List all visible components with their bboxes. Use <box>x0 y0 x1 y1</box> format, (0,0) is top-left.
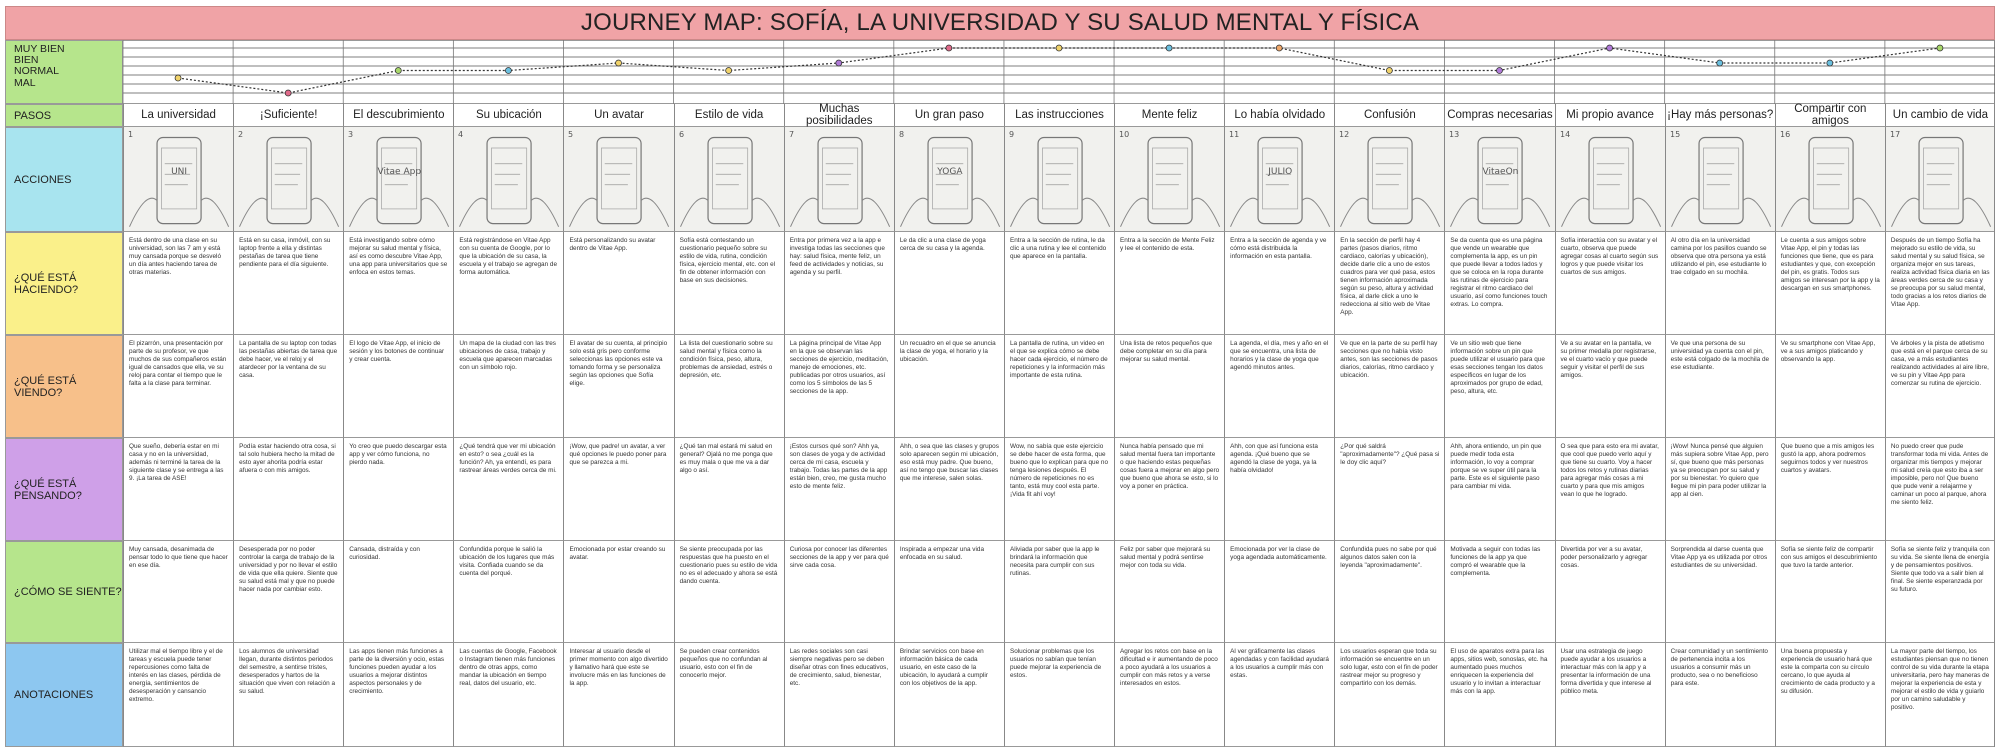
mood-point <box>1056 45 1062 51</box>
cell-viendo: El pizarrón, una presentación por parte de su profesor, ve que muchos de sus compañeros están igual de cansados que ella, ve su reloj para contar el tiempo que le falta a la clase para terminar. <box>123 335 233 438</box>
cell-anotaciones: Solucionar problemas que los usuarios no sabían que tenían puede mejorar la experiencia de estos. <box>1004 643 1114 747</box>
cell-haciendo: Entra por primera vez a la app e investiga todas las secciones que hay: salud física, mente feliz, un feed de actividades y noticias, su agenda y su perfil. <box>784 232 894 335</box>
step-title: Compartir con amigos <box>1775 104 1885 127</box>
row-label-viendo: ¿QUÉ ESTÁ VIENDO? <box>5 335 123 438</box>
svg-text:2: 2 <box>238 130 244 139</box>
cell-haciendo: Está dentro de una clase en su universidad, son las 7 am y está muy cansada porque se desveló un día antes haciendo tarea de otras materias. <box>123 232 233 335</box>
step-title: Mente feliz <box>1114 104 1224 127</box>
cell-pensando: Que bueno que a mis amigos les gustó la app, ahora podremos seguirnos todos y ver nuestros cuartos y avatars. <box>1775 438 1885 541</box>
cell-anotaciones: La mayor parte del tiempo, los estudiantes piensan que no tienen control de su vida durante la etapa universitaria, pero hay maneras de mejorar la experiencia de esta y mejorar el estilo de vida y guiarlo por un camino saludable y positivo. <box>1885 643 1995 747</box>
cell-viendo: La página principal de Vitae App en la que se observan las secciones de ejercicio, meditación, manejo de emociones, etc. publicadas por otros usuarios, así como los 5 símbolos de las 5 secciones de la app. <box>784 335 894 438</box>
cell-haciendo: Sofía está contestando un cuestionario pequeño sobre su estilo de vida, rutina, condición física, ejercicio mental, etc. con el fin de obtener información con base en sus decisiones. <box>674 232 784 335</box>
mood-point <box>1496 68 1502 74</box>
svg-text:11: 11 <box>1229 130 1240 139</box>
sketch-caption: YOGA <box>937 166 963 177</box>
cell-pensando: Nunca había pensado que mi salud mental fuera tan importante o que haciendo estas pequeñas cosas fuera a mejorar en algo pero que bueno que ahora se esto, si lo voy a poner en práctica. <box>1114 438 1224 541</box>
cell-haciendo: Entra a la sección de rutina, le da clic a una rutina y lee el contenido que aparece en la pantalla. <box>1004 232 1114 335</box>
svg-text:5: 5 <box>568 130 574 139</box>
cell-pensando: ¿Por qué saldrá "aproximadamente"? ¿Qué pasa si le doy clic aquí? <box>1334 438 1444 541</box>
mood-point <box>1937 45 1943 51</box>
cell-anotaciones: Usar una estrategia de juego puede ayudar a los usuarios a interactuar más con la app y a presentar la información de una forma divertida y que interese al público meta. <box>1555 643 1665 747</box>
cell-viendo: Ve que una persona de su universidad ya cuenta con el pin, este está colgado de la mochila de ese estudiante. <box>1665 335 1775 438</box>
cell-anotaciones: El uso de aparatos extra para las apps, sitios web, sonoslas, etc. ha aumentado pues muchos enriquecen la experiencia del usuario y lo invitan a interactuar más con la app. <box>1444 643 1554 747</box>
svg-text:8: 8 <box>898 130 904 139</box>
cell-viendo: Ve que en la parte de su perfil hay secciones que no había visto antes, son las secciones de pasos diarios, calorías, ritmo cardiaco y ubicación. <box>1334 335 1444 438</box>
svg-text:4: 4 <box>458 130 464 139</box>
cell-haciendo: En la sección de perfil hay 4 partes (pasos diarios, ritmo cardiaco, calorías y ubicación), decide darle clic a uno de estos cuadros para ver qué pasa, estos tienen información aproximada según su peso, altura y actividad física, al darle click a uno le redecciona al sitio web de Vitae App. <box>1334 232 1444 335</box>
mood-point <box>1607 45 1613 51</box>
cell-viendo: Ve árboles y la pista de atletismo que está en el parque cerca de su casa, ve a más estudiantes realizando actividades al aire libre, ve su pin y Vitae App para comenzar su rutina de ejercicio. <box>1885 335 1995 438</box>
mood-point <box>1827 60 1833 66</box>
cell-pensando: Ahh, ahora entiendo, un pin que puede medir toda esta información, lo voy a comprar porque se ve super útil para la parte. Este es el siguiente paso para cambiar mi vida. <box>1444 438 1554 541</box>
cell-pensando: ¿Qué tendrá que ver mi ubicación en esto? o sea ¿cuál es la función? Ah, ya entendí, es para rastrear áreas verdes cerca de mi. <box>453 438 563 541</box>
svg-text:6: 6 <box>678 130 684 139</box>
cell-haciendo: Le da clic a una clase de yoga cerca de su casa y la agenda. <box>894 232 1004 335</box>
cell-haciendo: Después de un tiempo Sofía ha mejorado su estilo de vida, su salud mental y su salud física, se organiza mejor en sus tareas, realiza actividad física diaria en las áreas verdes cerca de su casa y se preocupa por su salud mental, todo gracias a los retos diarios de Vitae App. <box>1885 232 1995 335</box>
row-label-acciones: ACCIONES <box>5 127 123 232</box>
cell-siente: Motivada a seguir con todas las funciones de la app ya que compró el wearable que la complementa. <box>1444 541 1554 643</box>
cell-viendo: El logo de Vitae App, el inicio de sesión y los botones de continuar y crear cuenta. <box>343 335 453 438</box>
cell-siente: Se siente preocupada por las respuestas que ha puesto en el cuestionario pues su estilo de vida no es el adecuado y ahora se está dando cuenta. <box>674 541 784 643</box>
mood-point <box>285 90 291 96</box>
step-title: Confusión <box>1334 104 1444 127</box>
mood-point <box>1166 45 1172 51</box>
mood-level-label: MUY BIEN <box>14 43 65 55</box>
mood-point <box>1386 68 1392 74</box>
cell-viendo: La pantalla de su laptop con todas las pestañas abiertas de tarea que debe hacer, ve el reloj y el atardecer por la ventana de su casa. <box>233 335 343 438</box>
cell-pensando: Podía estar haciendo otra cosa, si tal solo hubiera hecho la mitad de esto ayer ahorita podría estar afuera o con mis amigos. <box>233 438 343 541</box>
step-title: Estilo de vida <box>674 104 784 127</box>
cell-viendo: Una lista de retos pequeños que debe completar en su día para mejorar su salud mental. <box>1114 335 1224 438</box>
step-title: Un gran paso <box>894 104 1004 127</box>
cell-haciendo: Al otro día en la universidad camina por los pasillos cuando se observa que otra persona ya está utilizando el pin, ese estudiante lo trae colgado en su mochila. <box>1665 232 1775 335</box>
cell-anotaciones: Los alumnos de universidad llegan, durante distintos periodos del semestre, a sentirse tristes, desesperados y hartos de la situación que viven con relación a su salud. <box>233 643 343 747</box>
mood-point <box>1717 60 1723 66</box>
cell-pensando: Ahh, con que así funciona esta agenda. ¡Qué bueno que se agendó la clase de yoga, ya la había olvidado! <box>1224 438 1334 541</box>
cell-pensando: Wow, no sabía que este ejercicio se debe hacer de esta forma, que bueno que lo explican para que no tenga lesiones después. El número de repeticiones no es tanto, está muy cool esta parte. ¡Vida fit ahí voy! <box>1004 438 1114 541</box>
sketch-caption: UNI <box>171 166 188 177</box>
cell-siente: Desesperada por no poder controlar la carga de trabajo de la universidad y por no llevar el estilo de vida que ella quiere. Siente que su salud está mal y que no puede hacer nada por cambiar esto. <box>233 541 343 643</box>
cell-haciendo: Se da cuenta que es una página que vende un wearable que complementa la app, es un pin que puede llevar a todos lados y que se coloca en la ropa durante las rutinas de ejercicio para registrar el ritmo cardiaco del usuario, así como funciones touch extras. Lo compra. <box>1444 232 1554 335</box>
cell-siente: Sorprendida al darse cuenta que Vitae App ya es utilizada por otros estudiantes de su universidad. <box>1665 541 1775 643</box>
cell-siente: Emocionada por estar creando su avatar. <box>563 541 673 643</box>
cell-anotaciones: Agregar los retos con base en la dificultad e ir aumentando de poco a poco ayudará a los usuarios a cumplir con más retos y a verse interesados en estos. <box>1114 643 1224 747</box>
cell-viendo: La agenda, el día, mes y año en el que se encuentra, una lista de horarios y la clase de yoga que agendó minutos antes. <box>1224 335 1334 438</box>
mood-line <box>178 48 1940 93</box>
svg-text:3: 3 <box>348 130 354 139</box>
cell-haciendo: Sofía interactúa con su avatar y el cuarto, observa que puede agregar cosas al cuarto según sus logros y que puede visitar los cuartos de sus amigos. <box>1555 232 1665 335</box>
cell-anotaciones: Utilizar mal el tiempo libre y el de tareas y escuela puede tener repercusiones como falta de interés en las clases, pérdida de energía, sentimientos de desesperación y cansancio extremo. <box>123 643 233 747</box>
step-title: Mi propio avance <box>1555 104 1665 127</box>
cell-siente: Sofía se siente feliz y tranquila con su vida. Se siente llena de energía y de pensamientos positivos. Siente que todo va a salir bien al final. Se siente esperanzada por su futuro. <box>1885 541 1995 643</box>
mood-level-label: BIEN <box>14 54 39 67</box>
cell-haciendo: Está en su casa, inmóvil, con su laptop frente a ella y distintas pestañas de tarea que tiene pendiente para el día siguiente. <box>233 232 343 335</box>
svg-text:10: 10 <box>1119 130 1130 139</box>
cell-viendo: La lista del cuestionario sobre su salud mental y física como la condición física, peso, altura, problemas de ansiedad, estrés o depresión, etc. <box>674 335 784 438</box>
cell-pensando: Ahh, o sea que las clases y grupos solo aparecen según mi ubicación, eso está muy padre. Que bueno, así no tengo que buscar las clases que me interese, salen solas. <box>894 438 1004 541</box>
mood-point <box>616 60 622 66</box>
cell-anotaciones: Las cuentas de Google, Facebook o Instagram tienen más funciones dentro de otras apps, como mandar la ubicación en tiempo real, datos del usuario, etc. <box>453 643 563 747</box>
cell-pensando: ¡Wow! Nunca pensé que alguien más supiera sobre Vitae App, pero sí, que bueno que más personas ya se preocupan por su salud y por su bienestar. Yo quiero que llegue mi pin para poder utilizar la app al cien. <box>1665 438 1775 541</box>
cell-pensando: ¡Wow, que padre! un avatar, a ver qué opciones le puedo poner para que se parezca a mi. <box>563 438 673 541</box>
cell-anotaciones: Se pueden crear contenidos pequeños que no confundan al usuario, esto con el fin de conocerlo mejor. <box>674 643 784 747</box>
svg-text:15: 15 <box>1669 130 1680 139</box>
row-label-anotaciones: ANOTACIONES <box>5 643 123 747</box>
mood-point <box>726 68 732 74</box>
cell-pensando: Yo creo que puedo descargar esta app y ver cómo funciona, no pierdo nada. <box>343 438 453 541</box>
cell-anotaciones: Las apps tienen más funciones a parte de la diversión y ocio, estas funciones pueden ayudar a los usuarios a mejorar distintos aspectos personales y de crecimiento. <box>343 643 453 747</box>
svg-text:1: 1 <box>128 130 134 139</box>
row-label-pensando: ¿QUÉ ESTÁ PENSANDO? <box>5 438 123 541</box>
mood-point <box>395 68 401 74</box>
cell-pensando: Que sueño, debería estar en mi casa y no en la universidad, además ni terminé la tarea de la siguiente clase y se entrega a las 9. ¡La tarea de ASE! <box>123 438 233 541</box>
step-title: El descubrimiento <box>343 104 453 127</box>
step-title: ¡Hay más personas? <box>1665 104 1775 127</box>
cell-viendo: Ve su smartphone con Vitae App, ve a sus amigos platicando y observando la app. <box>1775 335 1885 438</box>
cell-siente: Confundida pues no sabe por qué algunos datos salen con la leyenda "aproximadamente". <box>1334 541 1444 643</box>
mood-point <box>505 68 511 74</box>
cell-haciendo: Está personalizando su avatar dentro de Vitae App. <box>563 232 673 335</box>
cell-viendo: Un mapa de la ciudad con las tres ubicaciones de casa, trabajo y escuela que aparecen marcadas con un símbolo rojo. <box>453 335 563 438</box>
mood-point <box>836 60 842 66</box>
mood-point <box>946 45 952 51</box>
cell-haciendo: Entra a la sección de Mente Feliz y lee el contenido de esta. <box>1114 232 1224 335</box>
cell-siente: Confundida porque le salió la ubicación de los lugares que más visita. Confiada cuando se da cuenta del porqué. <box>453 541 563 643</box>
mood-point <box>1276 45 1282 51</box>
cell-siente: Cansada, distraída y con curiosidad. <box>343 541 453 643</box>
row-label-pasos: PASOS <box>5 104 123 127</box>
cell-pensando: O sea que para esto era mi avatar, que cool que puedo verlo aquí y que tiene su cuarto. Voy a hacer todos los retos y rutinas diarias para agregar más cosas a mi cuarto y para que mis amigos vean lo que he logrado. <box>1555 438 1665 541</box>
cell-siente: Divertida por ver a su avatar, poder personalizarlo y agregar cosas. <box>1555 541 1665 643</box>
cell-anotaciones: Los usuarios esperan que toda su información se encuentre en un solo lugar, esto con el fin de poder rastrear mejor su progreso y compartirlo con los demás. <box>1334 643 1444 747</box>
cell-anotaciones: Las redes sociales son casi siempre negativas pero se deben diseñar otras con fines educativos, de crecimiento, salud, bienestar, etc. <box>784 643 894 747</box>
svg-text:16: 16 <box>1779 130 1790 139</box>
cell-anotaciones: Brindar servicios con base en información básica de cada usuario, en este caso de la ubicación, lo ayudará a cumplir con los objetivos de la app. <box>894 643 1004 747</box>
step-title: Lo había olvidado <box>1224 104 1334 127</box>
cell-haciendo: Está investigando sobre cómo mejorar su salud mental y física, así es como descubre Vitae App, una app para universitarios que se enfoca en estos temas. <box>343 232 453 335</box>
cell-siente: Feliz por saber que mejorará su salud mental y podrá sentirse mejor con toda su vida. <box>1114 541 1224 643</box>
cell-siente: Emocionada por ver la clase de yoga agendada automáticamente. <box>1224 541 1334 643</box>
step-title: ¡Suficiente! <box>233 104 343 127</box>
svg-text:7: 7 <box>788 130 794 139</box>
cell-pensando: ¡Estos cursos qué son? Ahh ya, son clases de yoga y de actividad cerca de mi casa, escuela y trabajo. Todas las partes de la app están bien, creo, me gusta mucho esto de mente feliz. <box>784 438 894 541</box>
svg-text:12: 12 <box>1339 130 1350 139</box>
step-title: Un cambio de vida <box>1885 104 1995 127</box>
svg-text:17: 17 <box>1889 130 1901 139</box>
cell-viendo: La pantalla de rutina, un video en el que se explica cómo se debe hacer cada ejercicio, el número de repeticiones y la información más importante de esta rutina. <box>1004 335 1114 438</box>
step-title: Compras necesarias <box>1444 104 1554 127</box>
cell-anotaciones: Interesar al usuario desde el primer momento con algo divertido y llamativo hará que este se involucre más en las funciones de la app. <box>563 643 673 747</box>
sketch-caption: VitaeOn <box>1482 166 1519 177</box>
cell-haciendo: Está registrándose en Vitae App con su cuenta de Google, por lo que la ubicación de su casa, la escuela y el trabajo se agregan de forma automática. <box>453 232 563 335</box>
svg-text:13: 13 <box>1449 130 1460 139</box>
cell-viendo: El avatar de su cuenta, al principio solo está gris pero conforme seleccionas las opciones este va tomando forma y se personaliza según las opciones que Sofía elige. <box>563 335 673 438</box>
cell-anotaciones: Crear comunidad y un sentimiento de pertenencia incita a los usuarios a consumir más un producto, sea o no beneficioso para este. <box>1665 643 1775 747</box>
cell-siente: Aliviada por saber que la app le brindará la información que necesita para cumplir con sus rutinas. <box>1004 541 1114 643</box>
mood-level-label: MAL <box>14 76 36 89</box>
cell-viendo: Ve a su avatar en la pantalla, ve su primer medalla por registrarse, ve el cuarto vacío y que puede seguir y visitar el perfil de sus amigos. <box>1555 335 1665 438</box>
cell-siente: Sofía se siente feliz de compartir con sus amigos el descubrimiento que tuvo la tarde anterior. <box>1775 541 1885 643</box>
row-label-siente: ¿CÓMO SE SIENTE? <box>5 541 123 643</box>
cell-siente: Muy cansada, desanimada de pensar todo lo que tiene que hacer en ese día. <box>123 541 233 643</box>
sketch-caption: JULIO <box>1268 166 1293 177</box>
cell-pensando: No puedo creer que pude transformar toda mi vida. Antes de organizar mis tiempos y mejorar mi salud creía que esto iba a ser imposible, pero no! Que bueno que pude venir a relajarme y caminar un poco al parque, ahora me siento feliz. <box>1885 438 1995 541</box>
cell-viendo: Un recuadro en el que se anuncia la clase de yoga, el horario y la ubicación. <box>894 335 1004 438</box>
cell-anotaciones: Al ver gráficamente las clases agendadas y con facilidad ayudará a los usuarios a cumplir más con estas. <box>1224 643 1334 747</box>
cell-viendo: Ve un sitio web que tiene información sobre un pin que puede utilizar el usuario para que esas secciones tengan los datos específicos en lugar de los aproximados por grupo de edad, peso, altura, etc. <box>1444 335 1554 438</box>
cell-siente: Curiosa por conocer las diferentes secciones de la app y ver para qué sirve cada cosa. <box>784 541 894 643</box>
cell-anotaciones: Una buena propuesta y experiencia de usuario hará que este la comparta con su círculo cercano, lo que ayuda al crecimiento de cada producto y a su difusión. <box>1775 643 1885 747</box>
page-title: JOURNEY MAP: SOFÍA, LA UNIVERSIDAD Y SU SALUD MENTAL Y FÍSICA <box>5 6 1995 40</box>
cell-siente: Inspirada a empezar una vida enfocada en su salud. <box>894 541 1004 643</box>
step-title: La universidad <box>123 104 233 127</box>
step-title: Muchas posibilidades <box>784 104 894 127</box>
mood-point <box>175 75 181 81</box>
step-title: Su ubicación <box>453 104 563 127</box>
svg-text:9: 9 <box>1008 130 1015 139</box>
row-label-haciendo: ¿QUÉ ESTÁ HACIENDO? <box>5 232 123 335</box>
step-title: Un avatar <box>563 104 673 127</box>
mood-level-label: NORMAL <box>14 65 59 78</box>
sketch-caption: Vitae App <box>377 166 422 177</box>
step-title: Las instrucciones <box>1004 104 1114 127</box>
cell-haciendo: Le cuenta a sus amigos sobre Vitae App, el pin y todas las funciones que tiene, que es para estudiantes y que, con excepción del pin, es gratis. Todos sus amigos se interesan por la app y la descargan en sus smartphones. <box>1775 232 1885 335</box>
svg-text:14: 14 <box>1559 130 1570 139</box>
cell-pensando: ¿Qué tan mal estará mi salud en general? Ojalá no me ponga que es muy mala o que me va a dar algo o así. <box>674 438 784 541</box>
cell-haciendo: Entra a la sección de agenda y ve cómo está distribuida la información en esta pantalla. <box>1224 232 1334 335</box>
